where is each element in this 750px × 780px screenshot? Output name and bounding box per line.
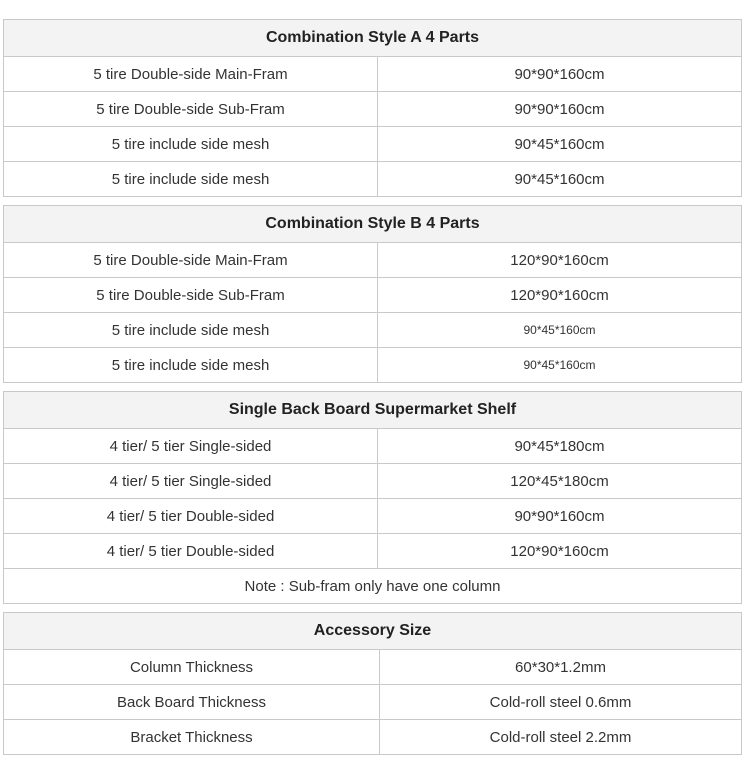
- table-title: Combination Style B 4 Parts: [4, 206, 742, 243]
- size-cell: 120*90*160cm: [378, 534, 742, 569]
- size-cell: 90*90*160cm: [378, 57, 742, 92]
- size-cell: Cold-roll steel 2.2mm: [380, 720, 742, 755]
- size-cell: 90*45*160cm: [378, 313, 742, 348]
- size-cell: 90*45*160cm: [378, 127, 742, 162]
- item-cell: 4 tier/ 5 tier Single-sided: [4, 464, 378, 499]
- item-cell: Bracket Thickness: [4, 720, 380, 755]
- table-row: [4, 534, 742, 569]
- table-row: [4, 464, 742, 499]
- item-cell: 5 tire include side mesh: [4, 127, 378, 162]
- note-cell: Note : Sub-fram only have one column: [4, 569, 742, 604]
- table-row: [4, 313, 742, 348]
- table-title: Single Back Board Supermarket Shelf: [4, 392, 742, 429]
- item-cell: 4 tier/ 5 tier Double-sided: [4, 499, 378, 534]
- table-row: [4, 162, 742, 197]
- accessory-size-table: [3, 612, 742, 755]
- size-cell: Cold-roll steel 0.6mm: [380, 685, 742, 720]
- size-cell: 120*90*160cm: [378, 243, 742, 278]
- table-header-row: [4, 206, 742, 243]
- table-header-row: [4, 392, 742, 429]
- item-cell: 5 tire include side mesh: [4, 348, 378, 383]
- item-cell: 5 tire include side mesh: [4, 313, 378, 348]
- size-cell: 90*45*180cm: [378, 429, 742, 464]
- item-cell: 5 tire Double-side Main-Fram: [4, 57, 378, 92]
- item-cell: 5 tire Double-side Sub-Fram: [4, 278, 378, 313]
- size-cell: 120*90*160cm: [378, 278, 742, 313]
- single-back-board-shelf-table: [3, 391, 742, 604]
- note-row: [4, 569, 742, 604]
- table-row: [4, 499, 742, 534]
- item-cell: Back Board Thickness: [4, 685, 380, 720]
- size-cell: 90*90*160cm: [378, 92, 742, 127]
- table-title: Accessory Size: [4, 613, 742, 650]
- table-row: [4, 243, 742, 278]
- table-row: [4, 57, 742, 92]
- combination-style-b-table: [3, 205, 742, 383]
- table-row: [4, 127, 742, 162]
- size-cell: 90*45*160cm: [378, 348, 742, 383]
- combination-style-a-table: [3, 19, 742, 197]
- size-cell: 120*45*180cm: [378, 464, 742, 499]
- item-cell: 5 tire include side mesh: [4, 162, 378, 197]
- table-row: [4, 685, 742, 720]
- table-row: [4, 720, 742, 755]
- item-cell: 4 tier/ 5 tier Single-sided: [4, 429, 378, 464]
- item-cell: 5 tire Double-side Sub-Fram: [4, 92, 378, 127]
- table-row: [4, 92, 742, 127]
- size-cell: 60*30*1.2mm: [380, 650, 742, 685]
- table-row: [4, 429, 742, 464]
- item-cell: Column Thickness: [4, 650, 380, 685]
- table-row: [4, 348, 742, 383]
- table-row: [4, 278, 742, 313]
- table-header-row: [4, 20, 742, 57]
- table-header-row: [4, 613, 742, 650]
- table-title: Combination Style A 4 Parts: [4, 20, 742, 57]
- size-cell: 90*90*160cm: [378, 499, 742, 534]
- table-row: [4, 650, 742, 685]
- item-cell: 4 tier/ 5 tier Double-sided: [4, 534, 378, 569]
- item-cell: 5 tire Double-side Main-Fram: [4, 243, 378, 278]
- size-cell: 90*45*160cm: [378, 162, 742, 197]
